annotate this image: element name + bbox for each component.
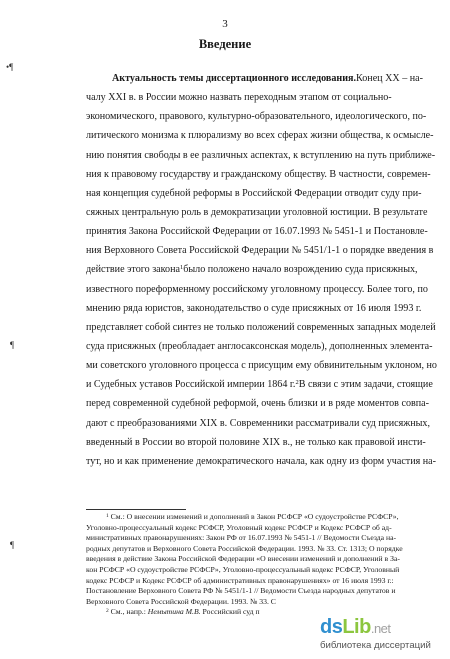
text-line: экономического, правового, культурно-образовательного, идеологического, по-	[86, 111, 427, 123]
footnote-ref: 1	[179, 264, 184, 272]
text-line: сяжных центральную роль в демократизации уголовной юстиции. В результате	[86, 206, 428, 218]
text-line: тут, но и как применение демократического начала, как одну из форм участия на-	[86, 455, 437, 467]
footnote-separator	[86, 509, 186, 510]
footnote-line: $^1$ См.: О внесении изменений и дополнений в Закон РСФСР «О судоустройстве РСФСР»,	[106, 512, 399, 521]
footnote-line: Постановление Верховного Совета РФ № 5451/1-1 // Ведомости Съезда народных депутатов и	[86, 586, 396, 596]
text-line: принятия Закона Российской Федерации от 16.07.1993 № 5451-1 и Постановле-	[86, 226, 428, 238]
body-text	[86, 69, 437, 471]
text-line: и Судебных уставов Российской империи 1864 г.$^2$ В связи с этим задачи, стоящие	[86, 379, 433, 391]
footnote-line: введения в действие Закона Российской Федерации «О внесении изменений и дополнений в За-	[86, 554, 400, 564]
site-logo: dsLib.net	[320, 616, 391, 638]
text-line: введенный в России во второй половине XIX в., не только как правовой инсти-	[86, 436, 426, 448]
footnote-line: Верховного Совета Российской Федерации. 1993. № 33. С	[86, 596, 276, 606]
section-heading: Введение	[198, 37, 252, 51]
text-line: Актуальность темы диссертационного исследования. Конец XX – на-	[112, 73, 424, 84]
margin-mark: ¶	[10, 340, 15, 350]
site-tagline: библиотека диссертаций	[320, 640, 431, 651]
text-line: нию понятия свободы в ее различных аспектах, к вступлению на путь приближе-	[86, 149, 436, 161]
text-line: ная концепция судебной реформы в Российской Федерации отводит суду при-	[86, 187, 422, 199]
footnotes	[86, 512, 412, 618]
margin-mark: ¶	[10, 540, 15, 550]
text-line: известного пореформенному российскому уголовному процессу. Более того, по	[86, 283, 428, 295]
footnote-line: $^2$ См., напр.: Немытина М.В. Российский суд п	[106, 607, 260, 617]
text-line: литического монизма к плюрализму во всех сферах жизни общества, к осмысле-	[86, 130, 434, 142]
footnote-line: Уголовно-процессуальный кодекс РСФСР, Уголовный кодекс РСФСР и Кодекс РСФСР об ад-	[86, 522, 392, 532]
footnote-ref: 2	[295, 379, 299, 387]
footnote-line: родных депутатов и Верховного Совета Российской Федерации. 1993. № 33. Ст. 1313; О порядке	[86, 543, 403, 553]
text-line: перед современной судебной реформой, очень близки и в ряде моментов совпа-	[86, 398, 430, 410]
page-number: 3	[222, 18, 228, 30]
text-line: суда присяжных (преобладает англосаксонская модель), дополненных элемента-	[86, 340, 433, 352]
text-line: ния к правовому государству и гражданскому обществу. В частности, современ-	[86, 168, 431, 180]
footnote-line: кодекс РСФСР и Кодекс РСФСР об административных правонарушениях» от 16 июля 1993 г.:	[86, 575, 394, 585]
margin-mark: •¶	[6, 62, 14, 72]
text-line: ми советского уголовного процесса с присущим ему обвинительным уклоном, но	[86, 360, 437, 372]
footnote-line: министративных правонарушениях: Закон РФ от 16.07.1993 № 5451-1 // Ведомости Съезда на-	[86, 533, 397, 543]
text-line: мнению ряда юристов, законодательство о суде присяжных от 16 июля 1993 г.	[86, 302, 422, 314]
text-line: представляет собой синтез не только положений современных западных моделей	[86, 321, 436, 333]
text-line: ния Верховного Совета Российской Федерации № 5451/1-1 о порядке введения в	[86, 245, 434, 257]
text-line: действие этого закона$^1$ было положено начало возрождению суда присяжных,	[86, 264, 418, 276]
footnote-line: кон РСФСР «О судоустройстве РСФСР», Уголовно-процессуальный кодекс РСФСР, Уголовный	[86, 564, 400, 574]
text-line: чалу XXI в. в России можно назвать переходным этапом от социально-	[86, 92, 392, 104]
site-watermark[interactable]	[318, 615, 442, 653]
text-line: дают с преобразованиями XIX в. Современники рассматривали суд присяжных,	[86, 417, 430, 429]
